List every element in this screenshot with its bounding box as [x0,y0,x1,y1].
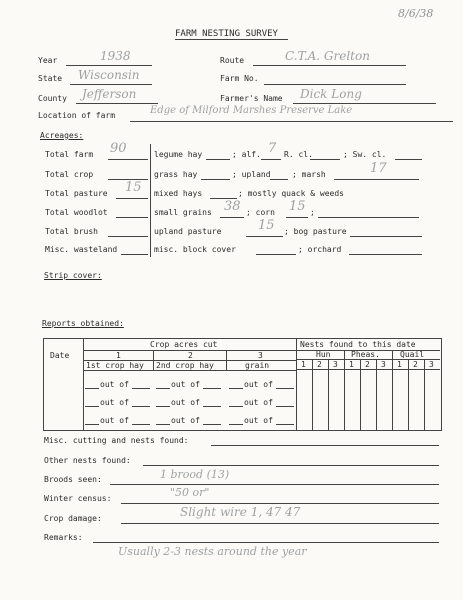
broods-seen-line [110,484,439,485]
row1-c1-a [85,388,99,389]
species-quail: Quail [400,350,425,359]
nest-col-4 [360,359,361,430]
nest-col-7 [408,359,409,430]
total-pasture-label: Total pasture [45,189,108,198]
row3-c3-outof: out of [244,416,273,425]
misc-cutting-line [211,445,439,446]
bog-pasture-line [350,236,422,237]
row3-c2-a [156,424,170,425]
crop-subcol-1: 1st crop hay [86,361,144,370]
remarks-label: Remarks: [44,533,83,542]
row2-c2-a [156,406,170,407]
misc-wasteland-label: Misc. wasteland [45,245,118,254]
row3-c1-outof: out of [100,416,129,425]
orchard-line [349,254,422,255]
misc-cutting-label: Misc. cutting and nests found: [44,436,189,445]
row3-c1-a [85,424,99,425]
county-label: County [38,94,67,103]
marsh-value: 17 [370,161,387,176]
date-col-header: Date [50,351,70,360]
row1-c2-b [203,388,221,389]
row2-c2-outof: out of [171,398,200,407]
total-farm-line [108,159,148,160]
crop-subcol-2: 2nd crop hay [156,361,214,370]
corn-value: 15 [289,199,306,214]
farm-no-line [264,84,406,85]
row1-c1-b [132,388,150,389]
alf-label: ; alf. [232,150,261,159]
row2-c2-b [203,406,221,407]
mixed-hays-label: mixed hays [154,189,203,198]
crop-col-2: 2 [188,351,193,360]
year-value: 1938 [100,49,131,63]
location-line [130,121,453,122]
crop-col-1: 1 [116,351,121,360]
orchard-label: ; orchard [298,245,342,254]
corner-date: 8/6/38 [398,7,434,20]
nest-num-1: 1 [301,360,306,369]
state-line [70,84,152,85]
row1-c2-outof: out of [171,380,200,389]
row2-c3-a [229,406,243,407]
crop-damage-value: Slight wire 1, 47 47 [180,505,301,519]
marsh-line [334,179,419,180]
row3-c3-b [276,424,294,425]
location-value: Edge of Milford Marshes Preserve Lake [150,105,353,116]
table-vline-nests [296,338,297,430]
row1-c3-a [229,388,243,389]
state-label: State [38,74,63,83]
nest-col-8 [424,359,425,430]
row2-c3-outof: out of [244,398,273,407]
year-line [66,65,152,66]
mostly-label: ; mostly quack & weeds [238,189,344,198]
crop-acres-header: Crop acres cut [150,340,218,349]
small-grains-value: 38 [224,199,241,214]
broods-seen-label: Broods seen: [44,475,102,484]
upland-pasture-line [246,236,283,237]
nest-col-3 [344,350,345,430]
corn-line [286,217,308,218]
farmer-value: Dick Long [300,87,362,101]
row3-c3-a [229,424,243,425]
total-brush-label: Total brush [45,227,98,236]
row1-c2-a [156,388,170,389]
alf-value: 7 [268,141,277,156]
winter-census-value: "50 or" [170,486,210,499]
county-line [76,103,158,104]
grass-hay-label: grass hay [154,170,198,179]
misc-block-label: misc. block cover [154,245,236,254]
nest-num-8: 2 [413,360,418,369]
grass-hay-line [201,179,230,180]
row2-c1-outof: out of [100,398,129,407]
nest-num-4: 1 [349,360,354,369]
total-pasture-value: 15 [125,180,142,195]
route-value: C.T.A. Grelton [285,49,370,63]
crop-subcol-3: grain [245,361,270,370]
r-cl-line [310,159,340,160]
alf-line [261,159,281,160]
upland-line [270,179,288,180]
legume-hay-label: legume hay [154,150,203,159]
nest-num-2: 2 [317,360,322,369]
row1-c3-outof: out of [244,380,273,389]
nest-num-6: 3 [381,360,386,369]
corn-semicolon: ; [310,208,315,217]
nest-col-6 [392,350,393,430]
nest-num-9: 3 [429,360,434,369]
table-vline-date [83,338,84,430]
nest-col-5 [376,359,377,430]
county-value: Jefferson [82,87,137,101]
total-farm-label: Total farm [45,150,94,159]
acreage-divider [150,144,151,257]
remarks-value: Usually 2-3 nests around the year [118,545,307,558]
misc-block-line [256,254,296,255]
route-label: Route [220,56,245,65]
location-label: Location of farm [38,111,116,120]
nest-num-5: 2 [365,360,370,369]
sw-cl-label: ; Sw. cl. [343,150,387,159]
corn-trailing-line [318,217,419,218]
other-nests-label: Other nests found: [44,456,131,465]
route-line [253,65,406,66]
row3-c2-b [203,424,221,425]
strip-cover-label: Strip cover: [44,271,102,280]
nests-header: Nests found to this date [300,340,416,349]
row1-c3-b [276,388,294,389]
small-grains-label: small grains [154,208,212,217]
farmer-line [293,103,436,104]
farmer-label: Farmer's Name [220,94,283,103]
small-grains-line [220,217,244,218]
row3-c1-b [132,424,150,425]
acreages-heading: Acreages: [40,131,84,140]
total-brush-line [108,236,148,237]
farm-no-label: Farm No. [220,74,259,83]
upland-pasture-label: upland pasture [154,227,222,236]
state-value: Wisconsin [78,68,140,82]
sw-cl-line [395,159,422,160]
nest-num-7: 1 [397,360,402,369]
other-nests-line [143,465,439,466]
total-woodlot-line [116,217,148,218]
marsh-label: ; marsh [292,170,326,179]
species-hun: Hun [316,350,331,359]
bog-pasture-label: ; bog pasture [284,227,347,236]
nest-num-3: 3 [333,360,338,369]
row2-c3-b [276,406,294,407]
broods-seen-value: 1 brood (13) [160,468,230,481]
upland-pasture-value: 15 [258,218,275,233]
nest-col-1 [312,359,313,430]
nest-col-2 [328,359,329,430]
misc-wasteland-line [121,254,148,255]
form-title: FARM NESTING SURVEY [175,29,278,39]
row2-c1-b [132,406,150,407]
total-woodlot-label: Total woodlot [45,208,108,217]
crop-damage-label: Crop damage: [44,514,102,523]
remarks-line [93,542,439,543]
year-label: Year [38,56,58,65]
corn-label: ; corn [246,208,275,217]
r-cl-label: R. cl. [284,150,313,159]
total-crop-label: Total crop [45,170,94,179]
crop-col-3: 3 [258,351,263,360]
total-farm-value: 90 [110,141,127,156]
legume-hay-line [206,159,230,160]
winter-census-line [121,503,439,504]
row3-c2-outof: out of [171,416,200,425]
row2-c1-a [85,406,99,407]
reports-heading: Reports obtained: [42,319,124,328]
upland-label: ; upland [232,170,271,179]
crop-damage-line [121,523,439,524]
total-pasture-line [116,198,148,199]
title-underline [175,39,288,40]
species-pheas: Pheas. [351,350,380,359]
row1-c1-outof: out of [100,380,129,389]
winter-census-label: Winter census: [44,494,112,503]
